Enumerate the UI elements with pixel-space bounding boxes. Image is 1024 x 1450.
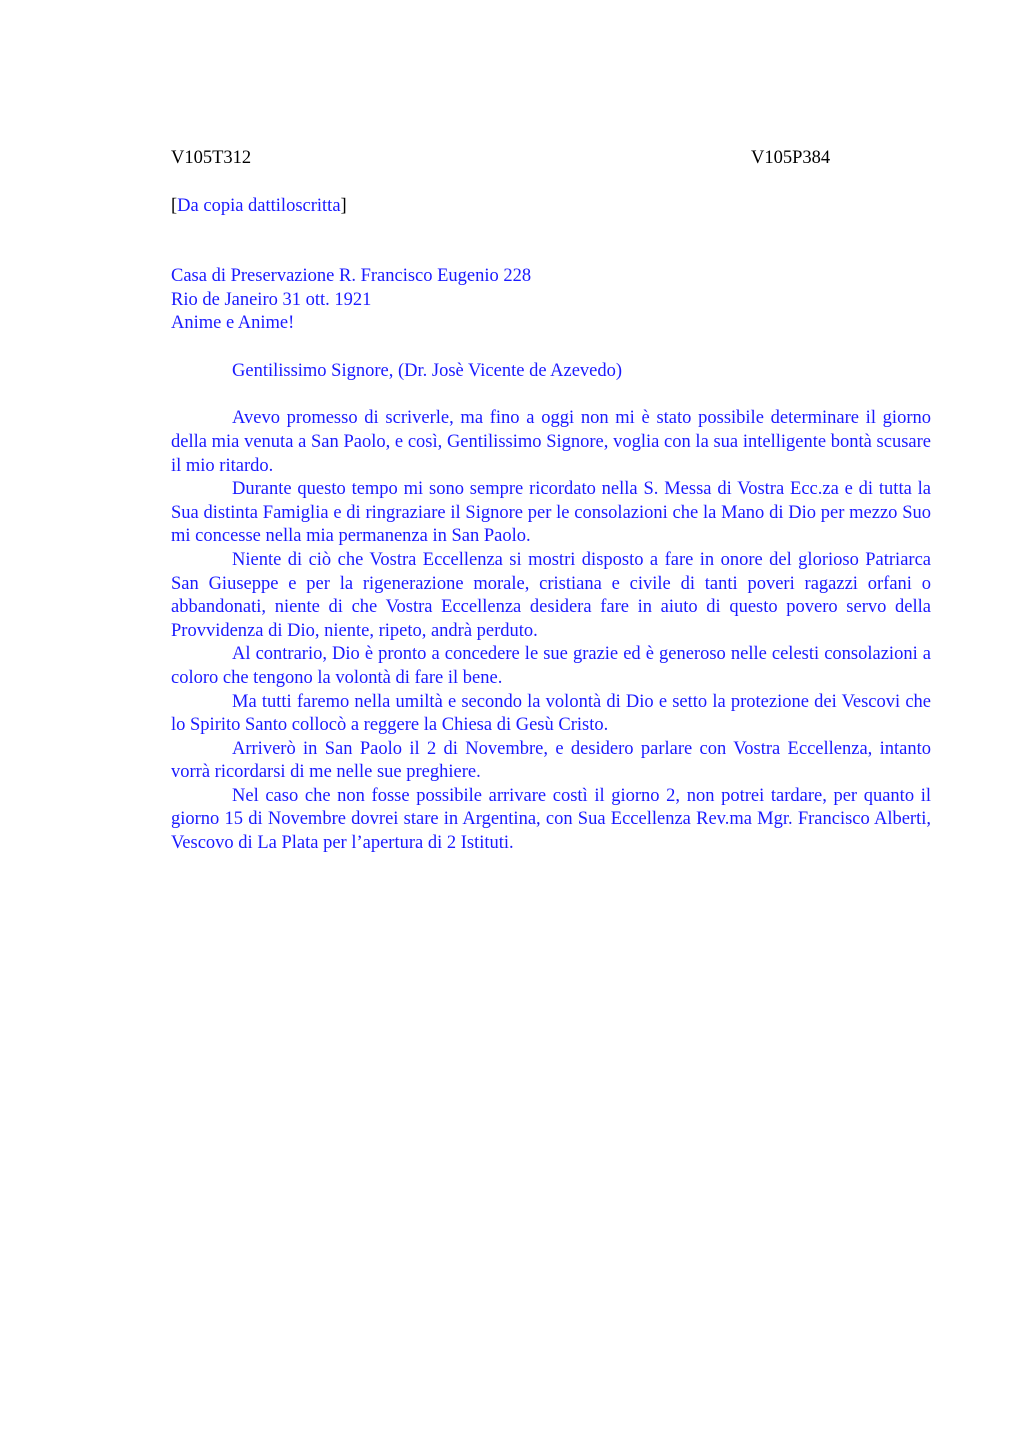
greeting-line: Gentilissimo Signore, (Dr. Josè Vicente de Azevedo) — [232, 360, 623, 381]
place-date-line: Rio de Janeiro 31 ott. 1921 — [171, 289, 372, 310]
paragraph: Arriverò in San Paolo il 2 di Novembre, e desidero parlare con Vostra Eccellenza, intanto vorrà ricordarsi di me nelle sue preghiere. — [171, 738, 931, 783]
document-code-left: V105T312 — [171, 148, 252, 168]
source-note — [171, 194, 347, 218]
paragraph: Ma tutti faremo nella umiltà e secondo la volontà di Dio e setto la protezione dei Vescovi che lo Spirito Santo collocò a reggere la Chiesa di Gesù Cristo. — [171, 691, 931, 736]
paragraph: Niente di ciò che Vostra Eccellenza si mostri disposto a fare in onore del glorioso Patriarca San Giuseppe e per la rigenerazione morale, cristiana e civile di tanti poveri ragazzi orfani o abbandonati, niente di che Vostra Eccellenza desidera fare in aiuto di questo povero servo della Provvidenza di Dio, niente, ripeto, andrà perduto. — [171, 549, 931, 641]
address-line: Casa di Preservazione R. Francisco Eugenio 228 — [171, 266, 532, 286]
source-note-close-bracket: ] — [340, 196, 347, 216]
document-code-right: V105P384 — [751, 148, 831, 168]
paragraph: Avevo promesso di scriverle, ma fino a oggi non mi è stato possibile determinare il giorno della mia venuta a San Paolo, e così, Gentilissimo Signore, voglia con la sua intelligente bontà scusare il mio ritardo. — [171, 408, 931, 476]
paragraph: Nel caso che non fosse possibile arrivare costì il giorno 2, non potrei tardare, per quanto il giorno 15 di Novembre dovrei stare in Argentina, con Sua Eccellenza Rev.ma Mgr. Francisco Alberti, Vescovo di La Plata per l’apertura di 2 Istituti. — [171, 785, 931, 854]
letter-body — [171, 265, 931, 856]
paragraph: Durante questo tempo mi sono sempre ricordato nella S. Messa di Vostra Ecc.za e di tutta la Sua distinta Famiglia e di ringraziare il Signore per le consolazioni che la Mano di Dio per mezzo Suo mi concesse nella mia permanenza in San Paolo. — [171, 479, 931, 547]
paragraph: Al contrario, Dio è pronto a concedere le sue grazie ed è generoso nelle celesti consolazioni a coloro che tengono la volontà di fare il bene. — [171, 644, 931, 688]
motto-line: Anime e Anime! — [171, 313, 295, 334]
source-note-open-bracket: [ — [171, 196, 178, 216]
letter-paragraphs — [171, 407, 931, 855]
source-note-text: Da copia dattiloscritta — [177, 196, 341, 216]
